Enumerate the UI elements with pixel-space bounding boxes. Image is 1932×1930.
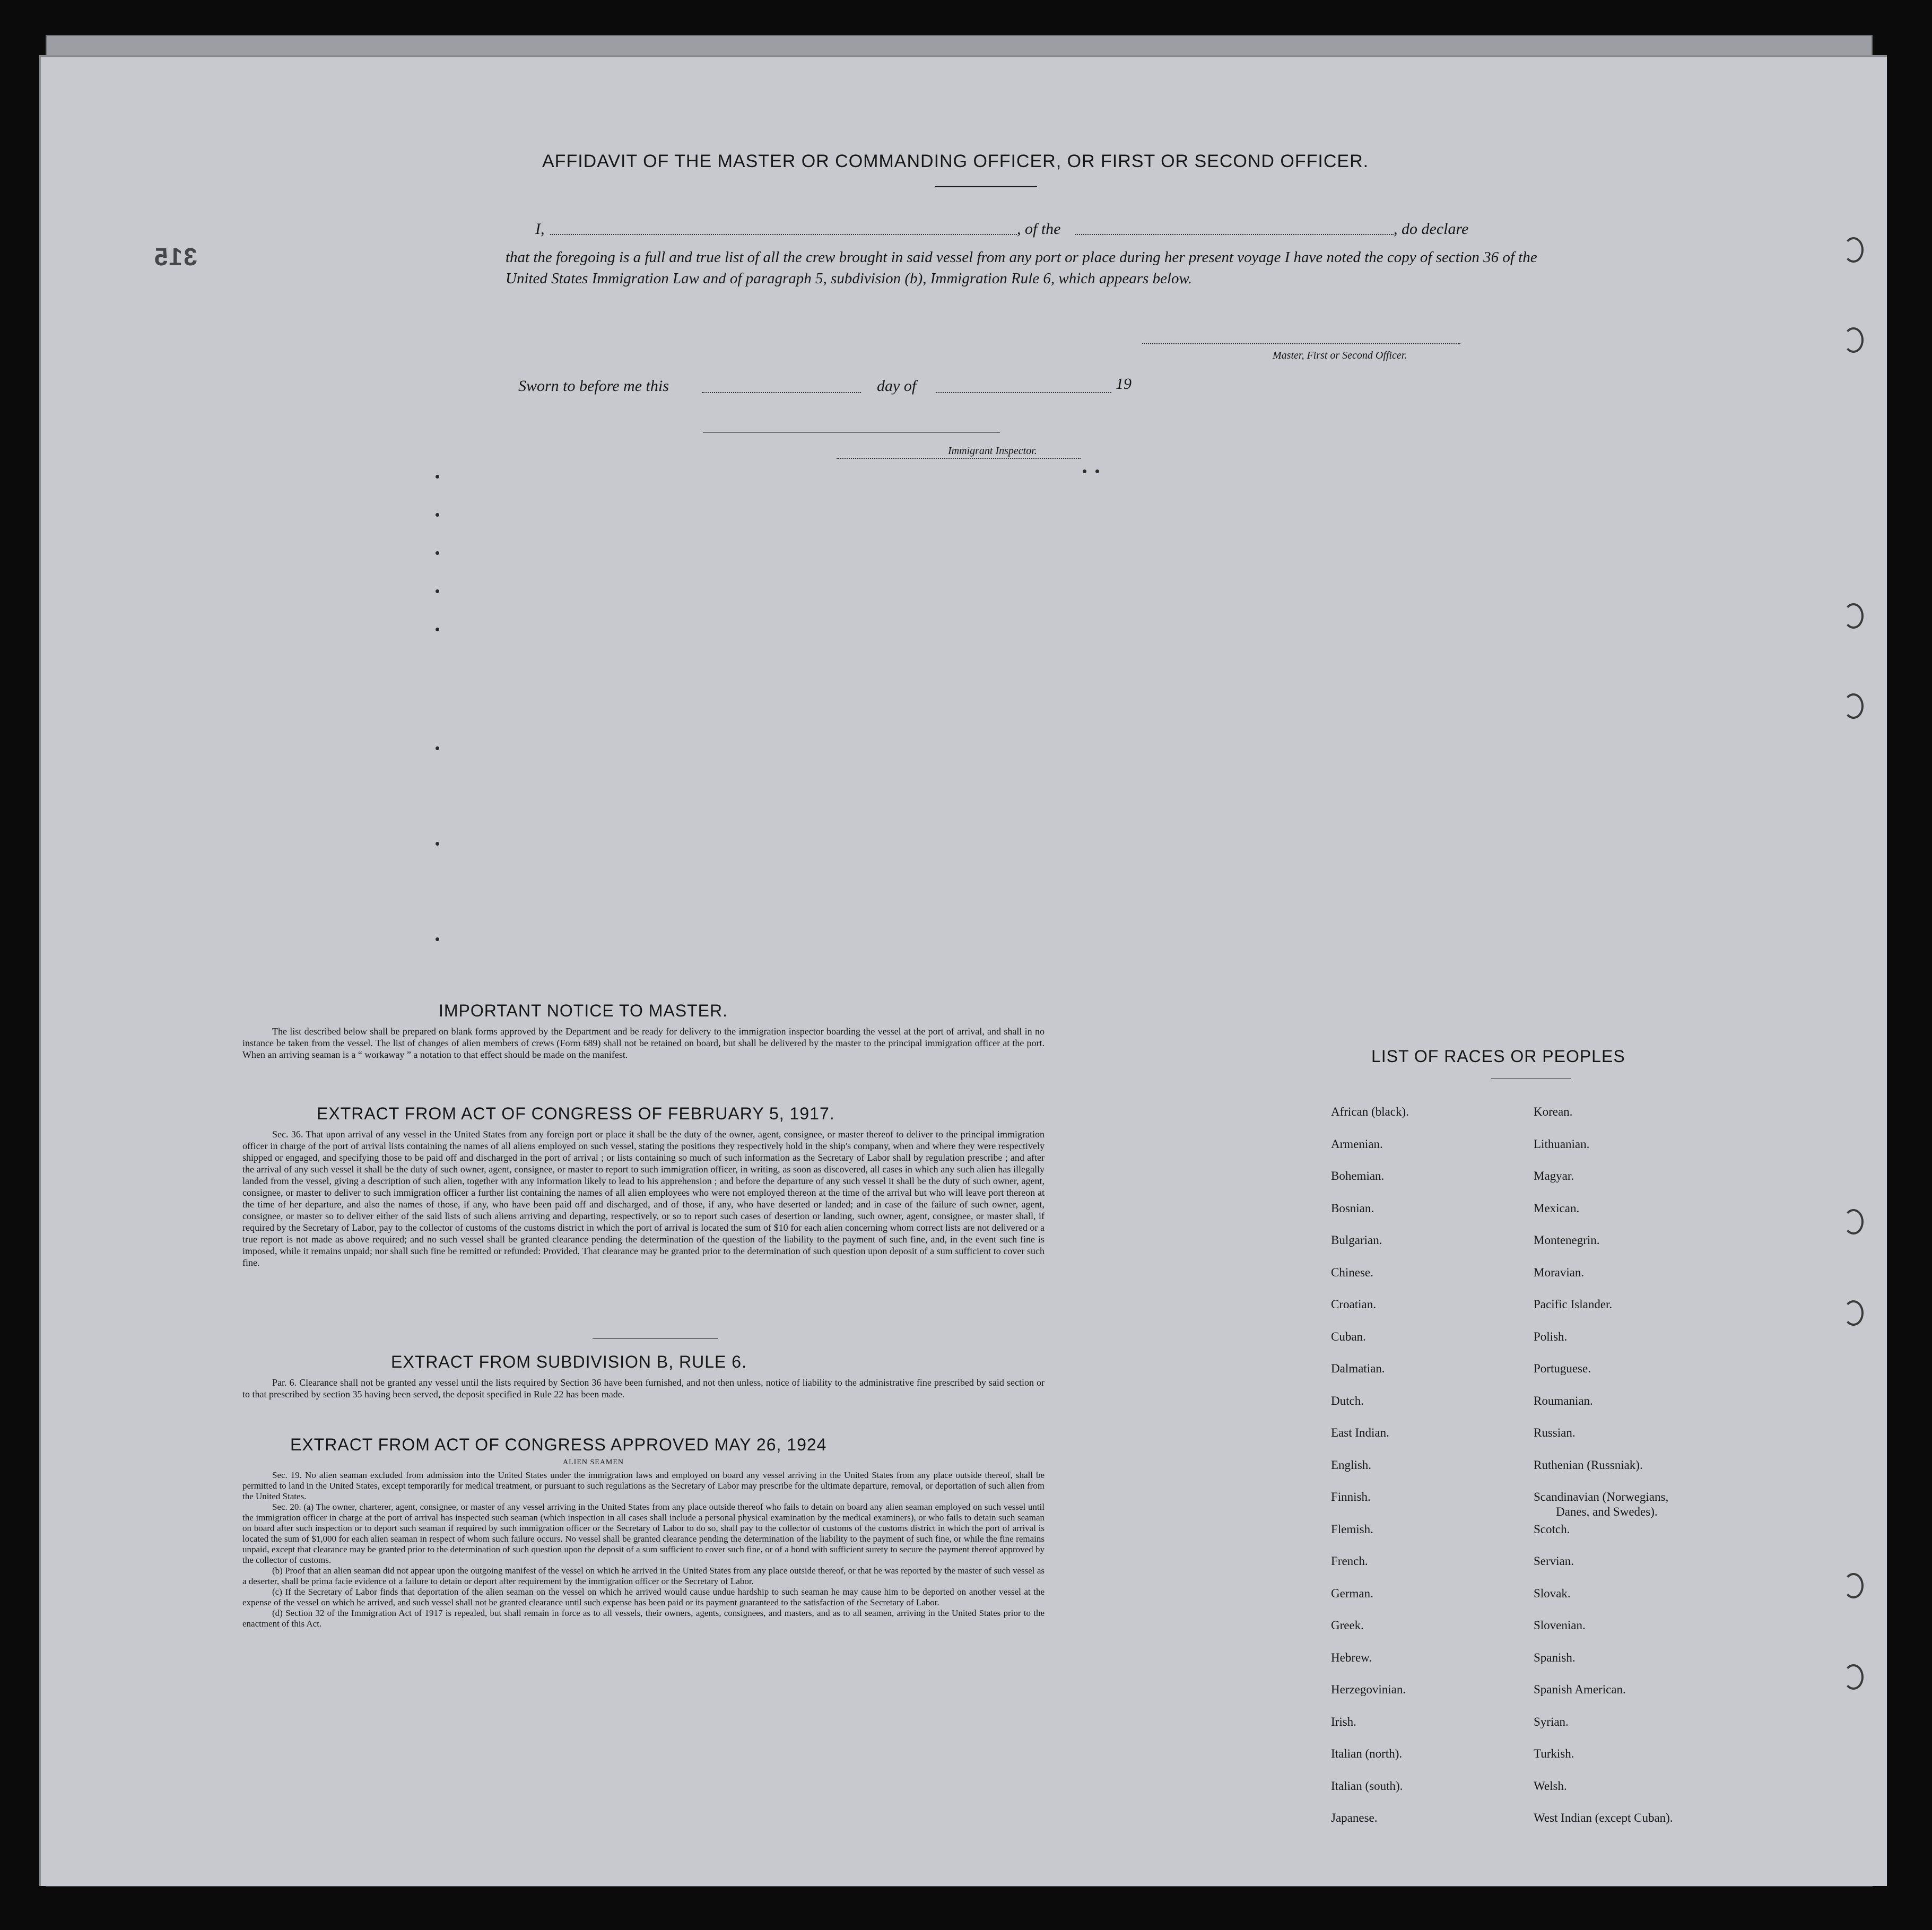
race-item: Scotch. — [1534, 1522, 1570, 1536]
race-item: German. — [1331, 1586, 1373, 1600]
important-notice-paragraph: The list described below shall be prepared on blank forms approved by the Department and be ready for delivery to the immigration inspector boarding the vessel at the port of arrival, and shall in no instance be taken from the vessel. The list of changes of alien members of crews (Form 689) shall not be retained on board, but shall be delivered by the master to the principal immigration officer at the port. When an arriving seaman is a “ workaway ” a notation to that effect should be made on the manifest. — [242, 1026, 1045, 1060]
race-item: Lithuanian. — [1534, 1137, 1590, 1151]
extract-1917-title: EXTRACT FROM ACT OF CONGRESS OF FEBRUARY 5, 1917. — [317, 1104, 835, 1123]
race-item: Roumanian. — [1534, 1394, 1593, 1407]
race-item: Flemish. — [1331, 1522, 1373, 1536]
race-item: Italian (north). — [1331, 1747, 1403, 1760]
section-20a-paragraph: Sec. 20. (a) The owner, charterer, agent, consignee, or master of any vessel arriving in the United States from any place outside thereof who fails to detain on board any alien seaman employed on such vessel until the immigration officer in charge at the port of arrival has inspected such seaman (which inspection in all cases shall include a personal physical examination by the medical examiners), or who fails to detain such seaman on board after such inspection or to deport such seaman if required by such immigration officer or the Secretary of Labor to do so, shall pay to the collector of customs of the customs district in which the port of arrival is located the sum of $1,000 for each alien seaman in respect of whom such failure occurs. No vessel shall be granted clearance pending the determination of the liability to the payment of such fine, or while the fine remains unpaid, except that clearance may be granted prior to the determination of such question upon the deposit of a sum sufficient to cover such fine, or of a bond with sufficient surety to secure the payment thereof approved by the collector of customs. — [242, 1502, 1045, 1565]
race-item: Spanish. — [1534, 1650, 1576, 1664]
extract-rule6-text — [242, 1377, 1045, 1400]
race-item: Croatian. — [1331, 1298, 1376, 1311]
affidavit-declare-label: , do declare — [1394, 220, 1469, 238]
section-20b-paragraph: (b) Proof that an alien seaman did not appear upon the outgoing manifest of the vessel on which he arrived in the United States from any place outside thereof, or that he was reported by the master of such vessel as a deserter, shall be prima facie evidence of a failure to detain or deport after requirement by the immigration officer or the Secretary of Labor. — [242, 1566, 1045, 1586]
extract-1924-title: EXTRACT FROM ACT OF CONGRESS APPROVED MAY 26, 1924 — [290, 1435, 827, 1454]
extract-rule6-title: EXTRACT FROM SUBDIVISION B, RULE 6. — [391, 1352, 747, 1371]
race-item: Bosnian. — [1331, 1201, 1374, 1215]
affidavit-title-rule — [935, 186, 1037, 187]
inspector-label: Immigrant Inspector. — [948, 445, 1037, 457]
race-item: Dalmatian. — [1331, 1362, 1385, 1375]
race-item: Italian (south). — [1331, 1779, 1403, 1793]
extract-1924-text — [242, 1470, 1045, 1629]
race-item: Syrian. — [1534, 1715, 1569, 1728]
race-item: Cuban. — [1331, 1329, 1366, 1343]
binder-hole — [1843, 237, 1864, 263]
race-item-line2: Danes, and Swedes). — [1556, 1505, 1658, 1518]
race-item: Korean. — [1534, 1105, 1573, 1118]
race-item: African (black). — [1331, 1105, 1409, 1118]
binder-hole — [1843, 693, 1864, 719]
master-signature-label: Master, First or Second Officer. — [1273, 350, 1407, 361]
important-notice-text — [242, 1025, 1045, 1060]
stray-dot — [436, 937, 439, 941]
race-item — [1534, 1490, 1673, 1523]
race-item: Bulgarian. — [1331, 1233, 1382, 1247]
race-item: English. — [1331, 1458, 1372, 1472]
affidavit-title: AFFIDAVIT OF THE MASTER OR COMMANDING OFFICER, OR FIRST OR SECOND OFFICER. — [542, 151, 1369, 171]
race-item: Slovak. — [1534, 1586, 1571, 1600]
race-item: Pacific Islander. — [1534, 1298, 1613, 1311]
stray-dot — [436, 589, 439, 593]
race-item: Spanish American. — [1534, 1683, 1626, 1696]
binder-hole — [1843, 1573, 1864, 1598]
binder-hole — [1843, 603, 1864, 629]
race-item: Magyar. — [1534, 1169, 1574, 1183]
race-item: French. — [1331, 1554, 1368, 1568]
extract-1917-text — [242, 1128, 1045, 1268]
affidavit-i-label: I, — [535, 220, 545, 238]
races-title: LIST OF RACES OR PEOPLES — [1371, 1047, 1625, 1066]
sworn-month-line — [936, 392, 1111, 393]
race-item: Russian. — [1534, 1426, 1576, 1439]
day-of-label: day of — [877, 377, 917, 395]
race-item: Servian. — [1534, 1554, 1574, 1568]
stray-dot — [436, 475, 439, 479]
race-item: East Indian. — [1331, 1426, 1389, 1439]
race-item: Portuguese. — [1534, 1362, 1591, 1375]
inspector-short-rule — [703, 432, 1000, 433]
race-item: Mexican. — [1534, 1201, 1580, 1215]
race-item: West Indian (except Cuban). — [1534, 1811, 1673, 1824]
alien-seamen-subtitle: ALIEN SEAMEN — [563, 1458, 624, 1466]
sworn-day-line — [702, 392, 861, 393]
stray-dot — [436, 628, 439, 631]
extract-1917-rule — [593, 1338, 718, 1339]
stray-dot — [436, 513, 439, 517]
affidavit-body: that the foregoing is a full and true list of all the crew brought in said vessel from any port or place during her present voyage I have noted the copy of section 36 of the United States Immigration Law and of paragraph 5, subdivision (b), Immigration Rule 6, which appears below. — [506, 249, 1537, 287]
affidavit-vessel-line — [1075, 234, 1394, 235]
stray-dot — [1083, 470, 1086, 473]
year-prefix: 19 — [1116, 375, 1132, 393]
section-20c-paragraph: (c) If the Secretary of Labor finds that deportation of the alien seaman on the vessel on which he arrived would cause undue hardship to such seaman he may cause him to be deported on another vessel at the expense of the vessel on which he arrived, and such vessel shall not be granted clearance until such expense has been paid or its payment guaranteed to the satisfaction of the Secretary of Labor. — [242, 1587, 1045, 1607]
margin-mark: 315 — [153, 243, 197, 271]
race-item: Turkish. — [1534, 1747, 1574, 1760]
race-item: Greek. — [1331, 1619, 1364, 1632]
inspector-signature-line — [837, 458, 1081, 459]
binder-hole — [1843, 1300, 1864, 1326]
stray-dot — [436, 842, 439, 846]
extract-1917-paragraph: Sec. 36. That upon arrival of any vessel in the United States from any foreign port or place it shall be the duty of the owner, agent, consignee, or master thereof to deliver to the principal immigration officer in charge of the port of arrival lists containing the names of all aliens employed on such vessel, stating the positions they respectively hold in the ship's company, when and where they were respectively shipped or engaged, and specifying those to be paid off and discharged in the port of arrival ; or lists containing so much of such information as the Secretary of Labor shall by regulation prescribe ; and after the arrival of any such vessel it shall be the duty of such owner, agent, consignee, or master to report to such immigration officer, in writing, as soon as discovered, all cases in which any such alien has illegally landed from the vessel, giving a description of such alien, together with any information likely to lead to his apprehension ; and before the departure of any such vessel it shall be the duty of such owner, agent, consignee, or master to deliver to such immigration officer a further list containing the names of all alien employees who were not employed thereon at the time of the arrival but who will leave port thereon at the time of her departure, and also the names of those, if any, who have been paid off and discharged, and of those, if any, who have deserted or landed; and in case of the failure of such owner, agent, consignee, or master so to deliver either of the said lists of such aliens arriving and departing, respectively, or so to report such cases of desertion or landing, such owner, agent, consignee, or master shall, if required by the Secretary of Labor, pay to the collector of customs of the customs district in which the port of arrival is located the sum of $10 for each alien concerning whom correct lists are not delivered or a true report is not made as above required; and no such vessel shall be granted clearance pending the determination of the question of the liability to the payment of such fine, and, in the event such fine is imposed, while it remains unpaid; nor shall such fine be remitted or refunded: Provided, That clearance may be granted prior to the determination of such question upon deposit of a sum sufficient to cover such fine. — [242, 1129, 1045, 1268]
race-item: Moravian. — [1534, 1265, 1585, 1279]
stray-dot — [1095, 470, 1099, 473]
race-item: Hebrew. — [1331, 1650, 1372, 1664]
race-item: Polish. — [1534, 1329, 1568, 1343]
extract-rule6-paragraph: Par. 6. Clearance shall not be granted any vessel until the lists required by Section 36 have been furnished, and not then unless, notice of liability to the administrative fine prescribed by said section or to that prescribed by section 35 having been served, the deposit specified in Rule 22 has been made. — [242, 1377, 1045, 1399]
races-left-column — [1331, 1105, 1409, 1844]
race-item: Chinese. — [1331, 1265, 1373, 1279]
affidavit-name-line — [550, 234, 1017, 235]
race-item: Dutch. — [1331, 1394, 1364, 1407]
important-notice-title: IMPORTANT NOTICE TO MASTER. — [439, 1001, 728, 1020]
stray-dot — [436, 551, 439, 555]
affidavit-of-the-label: , of the — [1017, 220, 1061, 238]
race-item: Irish. — [1331, 1715, 1356, 1728]
section-20d-paragraph: (d) Section 32 of the Immigration Act of 1917 is repealed, but shall remain in force as to all vessels, their owners, agents, consignees, and masters, and as to all seamen, arriving in the United States prior to the enactment of this Act. — [242, 1608, 1045, 1629]
race-item: Slovenian. — [1534, 1619, 1586, 1632]
race-item: Montenegrin. — [1534, 1233, 1600, 1247]
race-item: Bohemian. — [1331, 1169, 1385, 1183]
races-right-column — [1534, 1105, 1673, 1844]
race-item: Ruthenian (Russniak). — [1534, 1458, 1643, 1472]
race-item: Japanese. — [1331, 1811, 1378, 1824]
race-item: Herzegovinian. — [1331, 1683, 1406, 1696]
binder-hole — [1843, 1664, 1864, 1690]
master-signature-line — [1142, 343, 1460, 344]
race-item: Welsh. — [1534, 1779, 1567, 1793]
binder-hole — [1843, 327, 1864, 353]
race-item-line1: Scandinavian (Norwegians, — [1534, 1490, 1669, 1503]
form-page — [39, 55, 1887, 1886]
race-item: Armenian. — [1331, 1137, 1383, 1151]
race-item: Finnish. — [1331, 1490, 1371, 1503]
sworn-label: Sworn to before me this — [518, 377, 669, 395]
stray-dot — [436, 746, 439, 750]
binder-hole — [1843, 1209, 1864, 1234]
section-19-paragraph: Sec. 19. No alien seaman excluded from admission into the United States under the immigration laws and employed on board any vessel arriving in the United States from any place outside thereof, shall be permitted to land in the United States, except temporarily for medical treatment, or pursuant to such regulations as the Secretary of Labor may prescribe for the ultimate departure, removal, or deportation of such alien from the United States. — [242, 1470, 1045, 1501]
